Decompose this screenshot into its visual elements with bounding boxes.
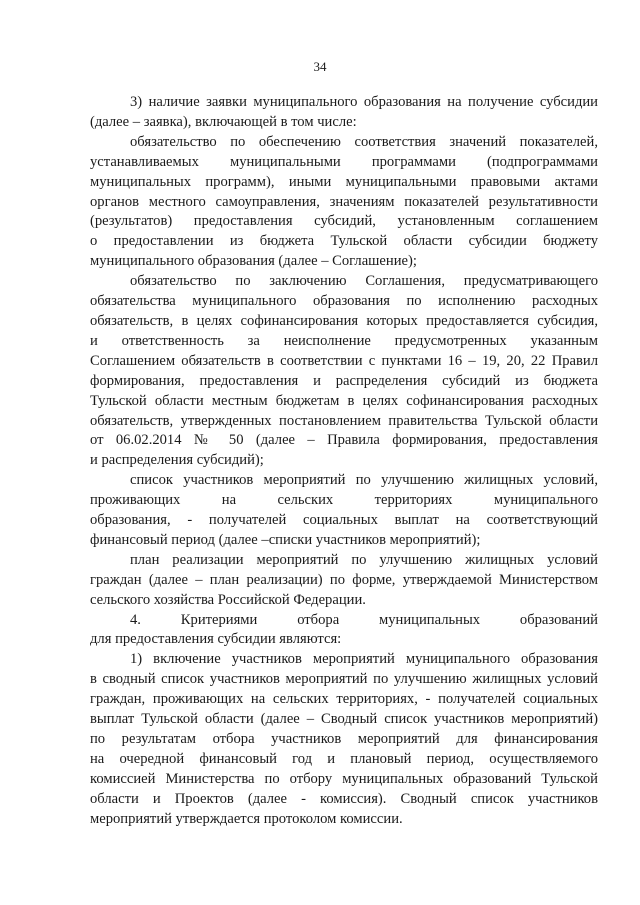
text-line: на очередной финансовый год и плановый период, осуществляемого <box>90 750 598 767</box>
text-line: (результатов) предоставления субсидий, установленным соглашением <box>90 213 598 230</box>
paragraph <box>90 650 598 829</box>
text-line: финансовый период (далее –списки участников мероприятий); <box>90 531 481 548</box>
text-line: выплат Тульской области (далее – Сводный список участников мероприятий) <box>90 711 598 728</box>
text-line: органов местного самоуправления, значениям показателей результативности <box>90 193 598 210</box>
text-line: обязательство по обеспечению соответствия значений показателей, <box>130 133 598 150</box>
text-line: список участников мероприятий по улучшению жилищных условий, <box>130 472 598 489</box>
text-line: 1) включение участников мероприятий муниципального образования <box>130 651 598 668</box>
text-line: Тульской области местным бюджетам в целях софинансирования расходных <box>90 392 598 409</box>
text-line: муниципального образования (далее – Соглашение); <box>90 253 417 270</box>
text-line: (далее – заявка), включающей в том числе: <box>90 113 357 130</box>
text-line: по результатам отбора участников мероприятий для финансирования <box>90 731 598 747</box>
paragraph <box>90 133 598 272</box>
text-line: проживающих на сельских территориях муниципального <box>90 492 598 509</box>
page-number: 34 <box>313 59 327 74</box>
text-line: обязательств, в целях софинансирования которых предоставляется субсидия, <box>90 312 598 329</box>
text-line: устанавливаемых муниципальными программами (подпрограммами <box>90 153 598 170</box>
text-line: для предоставления субсидии являются: <box>90 631 342 648</box>
text-line: комиссией Министерства по отбору муниципальных образований Тульской <box>90 770 598 787</box>
text-line: граждан (далее – план реализации) по форме, утверждаемой Министерством <box>90 571 598 588</box>
text-line: и ответственность за неисполнение предусмотренных указанным <box>90 332 598 349</box>
text-line: образования, - получателей социальных выплат на соответствующий <box>90 512 598 529</box>
paragraph <box>90 272 598 471</box>
text-line: о предоставлении из бюджета Тульской области субсидии бюджету <box>90 233 598 250</box>
paragraph <box>90 93 598 133</box>
paragraph <box>90 471 598 551</box>
text-line: 4. Критериями отбора муниципальных образований <box>130 611 598 628</box>
text-line: граждан, проживающих на сельских территориях, - получателей социальных <box>90 691 598 708</box>
text-line: обязательство по заключению Соглашения, предусматривающего <box>130 273 598 290</box>
text-line: план реализации мероприятий по улучшению жилищных условий <box>130 551 598 568</box>
text-line: мероприятий утверждается протоколом комиссии. <box>90 810 403 827</box>
text-line: области и Проектов (далее - комиссия). Сводный список участников <box>90 790 598 807</box>
text-line: от 06.02.2014 № 50 (далее – Правила формирования, предоставления <box>90 432 598 449</box>
text-line: и распределения субсидий); <box>90 452 264 469</box>
paragraph <box>90 551 598 611</box>
text-line: в сводный список участников мероприятий по улучшению жилищных условий <box>90 671 598 688</box>
text-line: 3) наличие заявки муниципального образования на получение субсидии <box>130 94 598 110</box>
text-line: обязательства муниципального образования по исполнению расходных <box>90 293 598 310</box>
text-line: сельского хозяйства Российской Федерации. <box>90 591 366 608</box>
text-line: Соглашением обязательств в соответствии с пунктами 16 – 19, 20, 22 Правил <box>90 352 598 369</box>
text-line: обязательств, утвержденных постановлением правительства Тульской области <box>90 412 598 429</box>
text-line: формирования, предоставления и распределения субсидий из бюджета <box>90 372 598 389</box>
paragraph <box>90 611 598 651</box>
document-body <box>90 93 598 830</box>
text-line: муниципальных программ), иными муниципальными правовыми актами <box>90 173 598 190</box>
